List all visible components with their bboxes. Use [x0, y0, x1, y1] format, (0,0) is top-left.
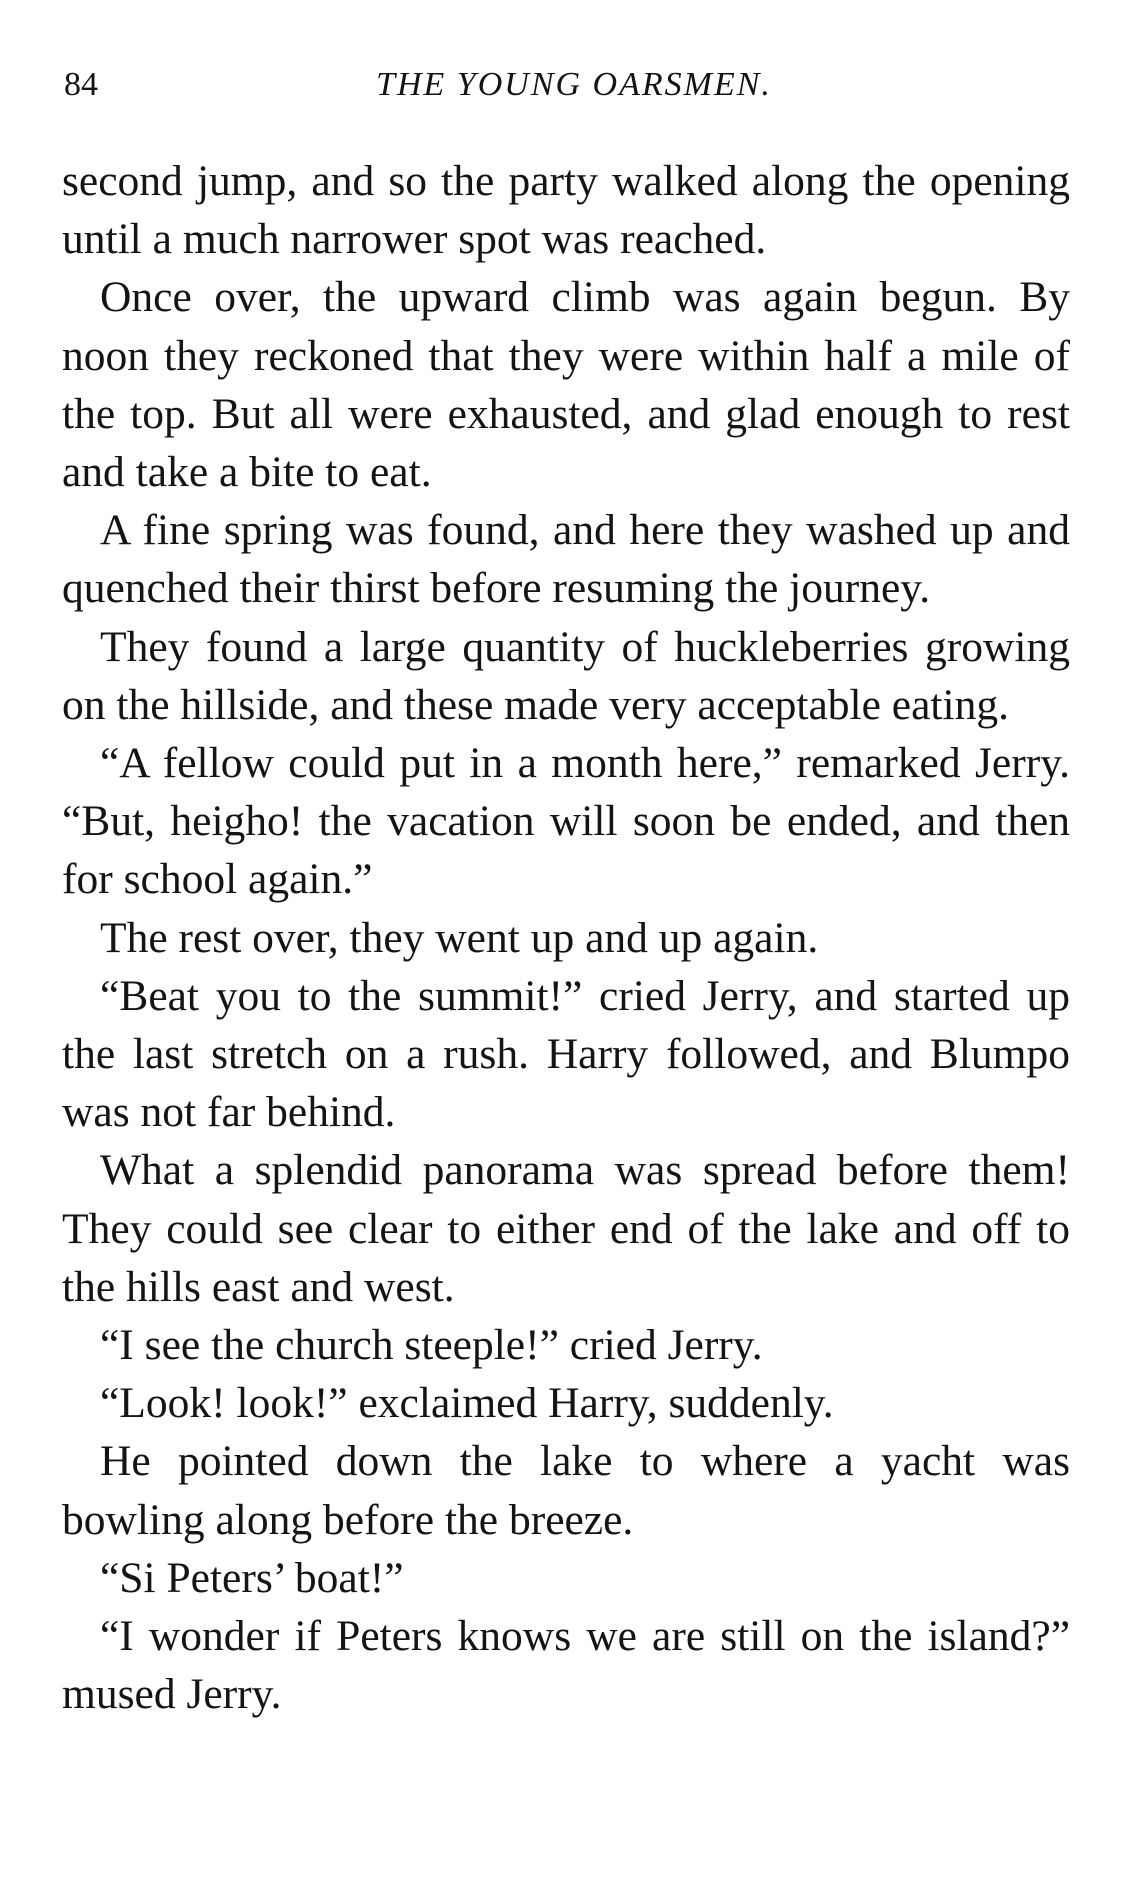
paragraph: A fine spring was found, and here they washed up and quenched their thirst before resuming the journey.	[62, 506, 1070, 613]
paragraph: “I see the church steeple!” cried Jerry.	[100, 1321, 763, 1370]
paragraph: What a splendid panorama was spread before them! They could see clear to either end of the lake and off to the hills east and west.	[62, 1146, 1070, 1311]
paragraph: “Look! look!” exclaimed Harry, suddenly.	[100, 1379, 834, 1428]
paragraph: He pointed down the lake to where a yacht was bowling along before the breeze.	[62, 1437, 1070, 1544]
paragraph: Once over, the upward climb was again begun. By noon they reckoned that they were within half a mile of the top. But all were exhausted, and glad enough to rest and take a bite to eat.	[62, 273, 1070, 497]
page-number: 84	[64, 66, 98, 103]
running-title: THE YOUNG OARSMEN.	[376, 66, 772, 103]
paragraph: “Beat you to the summit!” cried Jerry, and started up the last stretch on a rush. Harry followed, and Blumpo was not far behind.	[62, 971, 1070, 1137]
paragraph: second jump, and so the party walked along the opening until a much narrower spot was reached.	[62, 157, 1070, 264]
paragraph: “A fellow could put in a month here,” remarked Jerry. “But, heigho! the vacation will soon be ended, and then for school again.”	[62, 739, 1070, 904]
paragraph: They found a large quantity of huckleberries growing on the hillside, and these made very acceptable eating.	[62, 622, 1070, 729]
body-text	[62, 152, 1070, 1723]
running-head	[64, 60, 1074, 110]
paragraph: “Si Peters’ boat!”	[100, 1553, 404, 1602]
paragraph: “I wonder if Peters knows we are still on the island?” mused Jerry.	[62, 1612, 1070, 1719]
paragraph: The rest over, they went up and up again.	[100, 913, 819, 962]
